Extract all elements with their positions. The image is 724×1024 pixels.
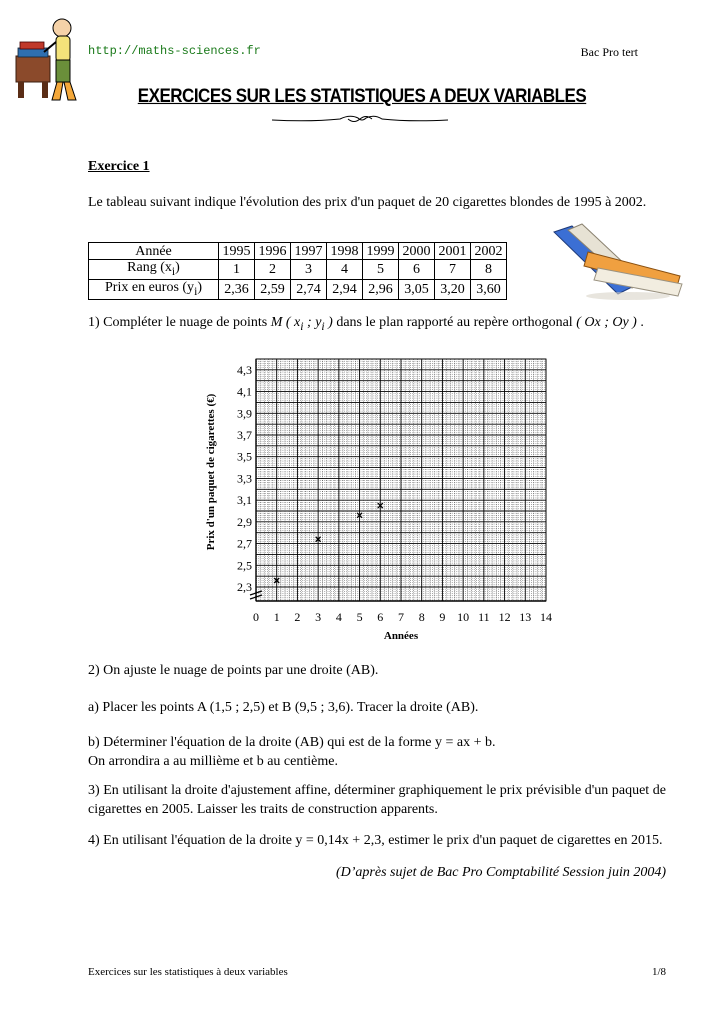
y-tick-label: 4,3 [237,362,252,377]
question-3: 3) En utilisant la droite d'ajustement affine, déterminer graphiquement le prix prévisible d'un paquet de cigarettes en 2005. Laisser les traits de construction apparents. [88,783,666,817]
table-cell: 8 [471,260,507,280]
x-tick-label: 2 [294,610,301,624]
table-cell: 2,74 [291,279,327,299]
table-cell: 3 [291,260,327,280]
x-tick-label: 13 [519,610,532,624]
y-tick-label: 2,5 [237,558,252,573]
table-cell: 2001 [435,243,471,260]
exercise-title: Exercice 1 [88,159,150,174]
y-tick-label: 3,7 [237,428,252,442]
question-2b [88,733,666,771]
y-tick-label: 3,9 [237,406,252,421]
x-tick-label: 3 [315,610,322,624]
title-ornament [270,112,450,126]
table-cell: 1999 [363,243,399,260]
question-2a: a) Placer les points A (1,5 ; 2,5) et B (9,5 ; 3,6). Tracer la droite (AB). [88,700,479,715]
chart-grid [256,359,546,601]
table-cell: 5 [363,260,399,280]
y-tick-label: 2,9 [237,514,252,529]
table-cell: 2,94 [327,279,363,299]
y-tick-label: 2,7 [237,536,252,551]
question-2b-line1: b) Déterminer l'équation de la droite (AB) qui est de la forme y = ax + b. [88,735,496,750]
row-label-rank: Rang $(x_i)$ [89,260,219,280]
chart-points [274,503,383,583]
table-cell: 2000 [399,243,435,260]
table-cell: 6 [399,260,435,280]
y-tick-label: 2,3 [237,580,252,594]
page-title: EXERCICES SUR LES STATISTIQUES A DEUX VARIABLES [137,84,587,107]
x-tick-label: 7 [398,610,404,624]
x-tick-label: 10 [457,610,470,624]
table-cell: 2 [255,260,291,280]
row-label-price: Prix en euros $(y_i)$ [89,279,219,299]
table-cell: 1996 [255,243,291,260]
row-label-year: Année [89,243,219,260]
table-row-prices [89,279,507,299]
x-tick-label: 6 [377,610,384,624]
table-cell: 1998 [327,243,363,260]
table-cell: 2002 [471,243,507,260]
question-2: 2) On ajuste le nuage de points par une droite (AB). [88,663,379,678]
question-4: 4) En utilisant l'équation de la droite y = 0,14x + 2,3, estimer le prix d'un paquet de cigarettes en 2015. [88,833,663,848]
table-cell: 1995 [219,243,255,260]
chart-axes [250,359,546,601]
y-axis-label: Prix d'un paquet de cigarettes (€) [205,393,217,551]
table-cell: 1997 [291,243,327,260]
data-table [88,242,507,300]
y-tick-label: 3,5 [237,449,252,464]
x-tick-label: 8 [418,610,425,624]
x-tick-label: 1 [273,610,280,624]
table-cell: 7 [435,260,471,280]
x-axis-label: Années [383,630,419,642]
question-1: 1) Compléter le nuage de points M ( $x_i$ ; $y_i$ ) dans le plan rapporté au repère orthogonal ( Ox ; Oy ) . [88,315,644,333]
x-tick-label: 12 [498,610,511,624]
table-cell: 2,96 [363,279,399,299]
table-cell: 2,36 [219,279,255,299]
table-row-ranks [89,260,507,280]
source-citation: (D’après sujet de Bac Pro Comptabilité Session juin 2004) [336,865,666,880]
exercise-intro: Le tableau suivant indique l'évolution des prix d'un paquet de 20 cigarettes blondes de 1995 à 2002. [88,195,647,210]
x-tick-label: 4 [335,610,342,624]
x-tick-label: 14 [540,610,552,624]
table-cell: 3,05 [399,279,435,299]
table-cell: 3,60 [471,279,507,299]
table-cell: 2,59 [255,279,291,299]
header-url[interactable]: http://maths-sciences.fr [88,44,261,58]
question-2b-line2: On arrondira a au millième et b au centième. [88,754,338,769]
table-cell: 4 [327,260,363,280]
header-level: Bac Pro tert [580,45,638,59]
table-cell: 1 [219,260,255,280]
y-tick-label: 3,3 [237,471,252,486]
scatter-chart [198,355,578,655]
x-tick-label: 5 [356,610,363,624]
x-tick-label: 0 [253,610,259,624]
x-tick-label: 9 [439,610,446,624]
table-row-years [89,243,507,260]
y-tick-label: 3,1 [237,493,252,508]
footer-title: Exercices sur les statistiques à deux variables [88,966,288,978]
chalk-illustration [548,222,688,304]
x-tick-label: 11 [478,610,490,624]
page-number: 1/8 [651,966,666,978]
y-tick-label: 4,1 [237,384,252,399]
table-cell: 3,20 [435,279,471,299]
